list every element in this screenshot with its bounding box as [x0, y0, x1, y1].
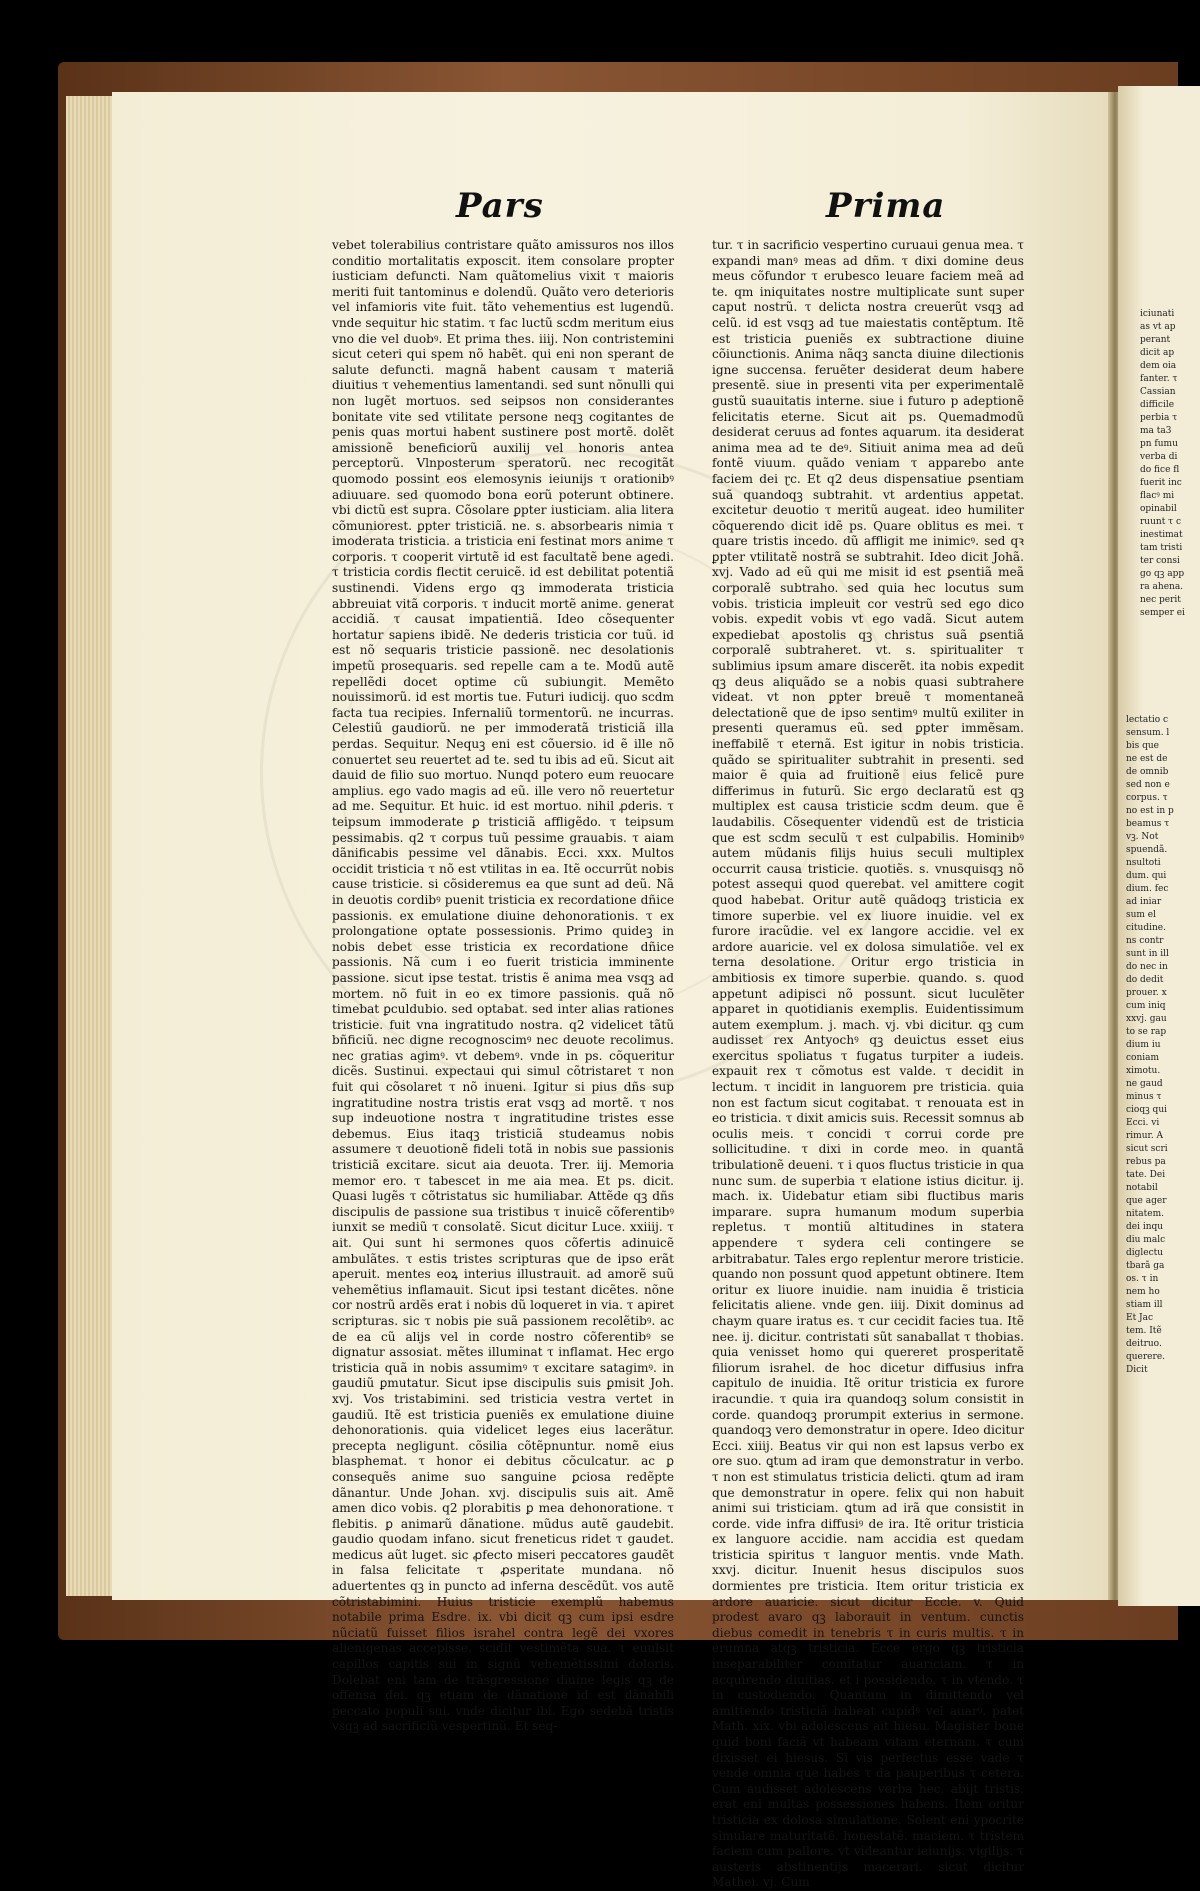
right-page-fragment-bottom: lectatio c sensum. l bis que ne est de de omnib sed non e corpus. τ no est in p beamus τ vꝫ. Not spuendã. nsultoti dum. qui dium. fec ad iniar sum el citudine. ns contr sunt in ill do nec in do dedit prouer. x cum iniq xxvj. gau to se rap dium iu coniam ximotu. ne gaud minus τ cioqꝫ qui Ecci. vi rimur. A sicut scri rebus pa tate. Dei notabil que ager nitatem. dei inqu diu malc diglectu tbarã ga os. τ in nem ho stiam ill Et Jac tem. Itẽ deitruo. querere. Dicit: [1126, 715, 1174, 1375]
right-page-fragment-top: iciunati as vt ap perant dicit ap dem oia fanter. τ Cassian difficile perbia τ ma ta3 pn fumu verba di do fice fl fuerit inc flacꝰ mi opinabil ruunt τ c inestimat tam tristi ter consi go qꝫ app ra ahena. nec perit semper ei: [1140, 309, 1185, 618]
column-left-text: vebet tolerabilius contristare quãto amissuros nos illos conditio mortalitatis exposcit. item consolare propter iusticiam defuncti. Nam quãtomelius vixit τ maioris meriti fuit tantominus e dolendũ. Quãto vero deterioris vel infamioris vite fuit. tãto vehementius est lugendũ. vnde sequitur hic statim. τ fac luctũ scdm meritum eius vno die vel duobꝰ. Et prima thes. iiij. Non contristemini sicut ceteri qui spem nõ habẽt. qui eni non sperant de salute defuncti. magnã habent causam τ materiã diuitius τ vehementius lamentandi. sed sunt nõnulli qui non lugẽt mortuos. sed seipsos non considerantes bonitate vite sed vtilitate persone neqꝫ cogitantes de penis quas mortui habent sustinere post mortẽ. dolẽt amissionẽ beneficiorũ auxilij vel honoris antea perceptorũ. Vlnposterum speratorũ. nec recogitãt quomodo possint eos elemosynis ieiunijs τ orationibꝰ adiuuare. sed quomodo bona eorũ poterunt obtinere. vbi dictũ est supra. Cõsolare ꝑpter iusticiam. alia litera cõmuniorest. ꝑpter tristiciã. ne. s. absorbearis nimia τ imoderata tristicia. a tristicia eni festinat mors anime τ corporis. τ cooperit virtutẽ id est facultatẽ bene agedi. τ tristicia cordis flectit ceruicẽ. id est debilitat potentiã sustinendi. Videns ergo qꝫ immoderata tristicia abbreuiat vitã corporis. τ inducit mortẽ anime. generat accidiã. τ causat impatientiã. Ideo cõsequenter hortatur sapiens ibidẽ. Ne dederis tristicia cor tuũ. id est nõ sequaris tristicie passionẽ. nec desolationis impetũ prosequaris. sed repelle cam a te. Modũ autẽ repellẽdi docet optime cũ subiungit. Memẽto nouissimorũ. id est mortis tue. Futuri iudicij. quo scdm facta tua recipies. Infernaliũ tormentorũ. ne incurras. Celestiũ gaudiorũ. ne per immoderatã tristiciã illa perdas. Sequitur. Nequꝫ eni est cõuersio. id ẽ ille nõ conuertet seu reuertet ad te. sed tu ibis ad eũ. Sicut ait dauid de filio suo mortuo. Nunqd potero eum reuocare amplius. ego vado magis ad eũ. ille vero nõ reuertetur ad me. Sequitur. Et huic. id est mortuo. nihil ꝓderis. τ teipsum immoderate ꝑ tristiciã affligẽdo. τ teipsum pessimabis. q2 τ corpus tuũ pessime grauabis. τ aiam dãnificabis pessime vel dãnabis. Ecci. xxx. Multos occidit tristicia τ nõ est vtilitas in ea. Itẽ occurrũt nobis cause tristicie. si cõsideremus ea que sunt ad deũ. Nã in deuotis cordibꝰ puenit tristicia ex recordatione dñice passionis. ex emulatione diuine dehonorationis. τ ex prolongatione optate possessionis. Primo quideꝫ in nobis debet esse tristicia ex recordatione dñice passionis. Nã cum i eo fuerit tristicia imminente passione. sicut ipse testat. tristis ẽ anima mea vsqꝫ ad mortem. nõ fuit in eo ex timore passionis. quã nõ timebat ꝑculdubio. sed optabat. sed inter alias rationes tristicie. fuit vna ingratitudo nostra. q2 videlicet tãtũ bñficiũ. nec digne recognoscimꝰ nec deuote recolimus. nec gratias agimꝰ. vt debemꝰ. vnde in ps. cõqueritur dicẽs. Sustinui. expectaui qui simul cõtristaret τ non fuit qui cõsolaret τ nõ inueni. Igitur si pius dñs sup ingratitudine nostra tristis erat vsqꝫ ad mortẽ. τ nos sup indeuotione nostra τ ingratitudine tristes esse debemus. Eius itaqꝫ tristiciã studeamus nobis assumere τ deuotionẽ fideli totã in nobis sue passionis tristiciã excitare. sicut aia deuota. Trer. iij. Memoria memor ero. τ tabescet in me aia mea. Et ps. dicit. Quasi lugẽs τ cõtristatus sic humiliabar. Attẽde qꝫ dñs discipulis de passione sua tristibus τ inuicẽ cõferentibꝰ iunxit se mediũ τ consolatẽ. Sicut dicitur Luce. xxiiij. τ ait. Qui sunt hi sermones quos cõfertis adinuicẽ ambulãtes. τ estis tristes scripturas que de ipso erãt aperuit. mentes eoꝝ interius illustrauit. ad amorẽ suũ vehemẽtius inflamauit. Sicut ipsi testant dicẽtes. nõne cor nostrũ ardẽs erat i nobis dũ loqueret in via. τ apiret scripturas. sic τ nobis pie suã passionem recolẽtibꝰ. ac de ea cũ alijs vel in corde nostro cõferentibꝰ se dignatur assosiat. mẽtes illuminat τ inflamat. Hec ergo tristicia quã in nobis assumimꝰ τ excitare satagimꝰ. in gaudiũ ꝑmutatur. Sicut ipse discipulis suis ꝑmisit Joh. xvj. Vos tristabimini. sed tristicia vestra vertet in gaudiũ. Itẽ est tristicia ꝑueniẽs ex emulatione diuine dehonorationis. quia videlicet leges eius lacerãtur. precepta negligunt. cõsilia cõtẽpnuntur. nomẽ eius blasphemat. τ honor ei debitus cõculcatur. ac ꝑ consequẽs anime suo sanguine ꝑciosa redẽpte dãnantur. Unde Johan. xvj. discipulis suis ait. Amẽ amen dico vobis. q2 plorabitis ꝑ mea dehonoratione. τ flebitis. ꝑ animarũ dãnatione. mũdus autẽ gaudebit. gaudio quodam infano. sicut freneticus ridet τ gaudet. medicus aũt luget. sic ꝓfecto miseri peccatores gaudẽt in falsa felicitate τ ꝓsperitate mundana. nõ aduertentes qꝫ in puncto ad inferna descẽdũt. vos autẽ cõtristabimini. Huius tristicie exemplũ habemus notabile prima Esdre. ix. vbi dicit qꝫ cum ipsi esdre nũciatũ fuisset filios israhel contra legẽ dei vxores alienigenas accepisse. scidit vestimẽta sua. τ euulsit capillos capitis sui in signũ vehemẽtissimi doloris. Dolebat eni tam de trãsgressione diuine legis qꝫ de offensa dei. qꝫ etiam de dãnatione id est dãnabili peccato populi sui. vnde dicitur ibi. Ego sedebã tristis vsqꝫ ad sacrificiũ vespertinũ. Et seq-: [332, 238, 674, 1734]
page-edges: [66, 96, 116, 1596]
right-page-edge: [1118, 86, 1200, 1606]
running-head-right: Prima: [826, 186, 946, 226]
running-head-left: Pars: [456, 186, 544, 226]
text-column-right: [712, 238, 1024, 1890]
column-right-text: tur. τ in sacrificio vespertino curuaui genua mea. τ expandi manꝰ meas ad dñm. τ dixi domine deus meus cõfundor τ erubesco leuare faciem meã ad te. qm iniquitates nostre multiplicate sunt super caput nostrũ. τ delicta nostra creuerũt vsqꝫ ad celũ. id est vsqꝫ ad tue maiestatis contẽptum. Itẽ est tristicia ꝑueniẽs ex subtractione diuine cõiunctionis. Anima nãqꝫ sancta diuine dilectionis igne succensa. feruẽter desiderat deum habere presentẽ. siue in presenti vita per experimentalẽ gustũ suauitatis interne. siue i futuro p adeptionẽ felicitatis eterne. Sicut ait ps. Quemadmodũ desiderat ceruus ad fontes aquarum. ita desiderat anima mea ad te deꝰ. Sitiuit anima mea ad deũ fontẽ viuum. quãdo veniam τ apparebo ante faciem dei ɽc. Et q2 deus dispensatiue ꝑsentiam suã quandoqꝫ subtrahit. vt ardentius appetat. excitetur deuotio τ meritũ augeat. ideo humiliter cõquerendo dicit idẽ ps. Quare oblitus es mei. τ quare tristis incedo. dũ affligit me inimicꝰ. sed qꝛ ꝑpter vtilitatẽ nostrã se subtrahit. Ideo dicit Johã. xvj. Vado ad eũ qui me misit id est ꝑsentiã meã corporalẽ subtraho. sed quia hec locutus sum vobis. tristicia impleuit cor vestrũ sed ego dico vobis. expedit vobis vt ego vadã. Sicut autem expediebat apostolis qꝫ christus suã ꝑsentiã corporalẽ subtraheret. vt. s. spiritualiter τ sublimius ipsum amare discerẽt. ita nobis expedit qꝫ deus aliquãdo se a nobis quasi subtrahere videat. vt non ꝑpter breuẽ τ momentaneã delectationẽ que de ipso sentimꝰ multũ exiliter in presenti queramus eũ. sed ꝑpter immẽsam. ineffabilẽ τ eternã. Est igitur in nobis tristicia. quãdo se spiritualiter subtrahit in presenti. sed maior ẽ quia ad fruitionẽ eius felicẽ pure differimus in futurũ. Sic ergo declaratũ est qꝫ multiplex est causa tristicie scdm deum. que ẽ laudabilis. Cõsequenter videndũ est de tristicia que est scdm seculũ τ est culpabilis. Hominibꝰ autem mũdanis filijs huius seculi multiplex occurrit causa tristicie. quotiẽs. s. vnusquisqꝫ nõ potest assequi quod querebat. vel amittere cogit quod habebat. Oritur autẽ quãdoqꝫ tristicia ex timore superbie. vel ex liuore inuidie. vel ex furore iracũdie. vel ex langore accidie. vel ex ardore auaricie. vel ex dolosa simulatiõe. vel ex terna desolatione. Oritur ergo tristicia in ambitiosis ex timore superbie. quando. s. quod appetunt adipisci nõ possunt. sicut luculẽter apparet in quotidianis exemplis. Euidentissimum autem exemplum. j. mach. vj. vbi dicitur. qꝫ cum audisset rex Antyochꝰ qꝫ deuictus esset eius exercitus spoliatus τ fugatus turpiter a iudeis. expauit rex τ cõmotus est valde. τ decidit in lectum. τ incidit in languorem pre tristicia. quia non est factum sicut cogitabat. τ renouata est in eo tristicia. τ dixit amicis suis. Recessit somnus ab oculis meis. τ concidi τ corrui corde pre sollicitudine. τ dixi in corde meo. in quantã tribulationẽ deueni. τ i quos fluctus tristicie in qua nunc sum. de superbia τ elatione istius dicitur. ij. mach. ix. Uidebatur etiam sibi fluctibus maris imparare. supra humanum modum superbia repletus. τ montiũ altitudines in statera appendere τ sydera celi contingere se arbitrabatur. Tales ergo replentur merore tristicie. quando non possunt quod appetunt obtinere. Item oritur ex liuore inuidie. nam inuidia ẽ tristicia felicitatis aliene. vnde gen. iiij. Dixit dominus ad chaym quare iratus es. τ cur cecidit facies tua. Itẽ nee. ij. dicitur. contristati sũt sanaballat τ thobias. quia venisset homo qui quereret prosperitatẽ filiorum israhel. de hoc dicetur diffusius infra capitulo de inuidia. Itẽ oritur tristicia ex furore iracundie. τ quia ira quandoqꝫ solum consistit in corde. quandoqꝫ prorumpit exterius in sermone. quandoqꝫ vero demonstratur in opere. Ideo dicitur Ecci. xiiij. Beatus vir qui non est lapsus verbo ex ore suo. ꝗtum ad iram que demonstratur in verbo. τ non est stimulatus tristicia delicti. ꝗtum ad iram que demonstratur in opere. felix qui non habuit animi sui tristiciam. ꝗtum ad irã que consistit in corde. vide infra diffusiꝰ de ira. Itẽ oritur tristicia ex languore accidie. nam accidia est quedam tristicia spiritus τ languor mentis. vnde Math. xxvj. dicitur. Inuenit hesus discipulos suos dormientes pre tristicia. Item oritur tristicia ex ardore auaricie. sicut dicitur Eccle. v. Quid prodest avaro qꝫ laborauit in ventum. cunctis diebus comedit in tenebris τ in curis multis. τ in erumna atqꝫ tristicia. Ecce ergo qꝫ tristicia inseparabiliter comitatur auariciam. τ in acquirendo diuitias. et i possidendo. τ in vtendo. τ in custodiendo. Quantum in dimittendo vel amittendo tristiciã habeat cupidꝰ vel auarꝰ. patet Math. xix. vbi adolescens ait hiesu. Magister bone quid boni faciã vt habeam vitam eternam. τ cum dixisset ei hiesus. Si vis perfectus esse vade τ vende omnia que habes τ da pauperibus τ cetera. Cum audisset adolescens verba hec. abijt tristis. erat eni multas possessiones habens. Item oritur tristicia ex dolosa simulatione. Solent eni ypocrite simulare maturitatẽ. honestatẽ. maciem. τ tristem faciem cum pallore. vt videantur ieiunijs. vigilijs. τ austeris abstinentijs macerari. sicut dicitur Mathei. vj. Cum: [712, 238, 1024, 1890]
text-column-left: [332, 238, 674, 1734]
